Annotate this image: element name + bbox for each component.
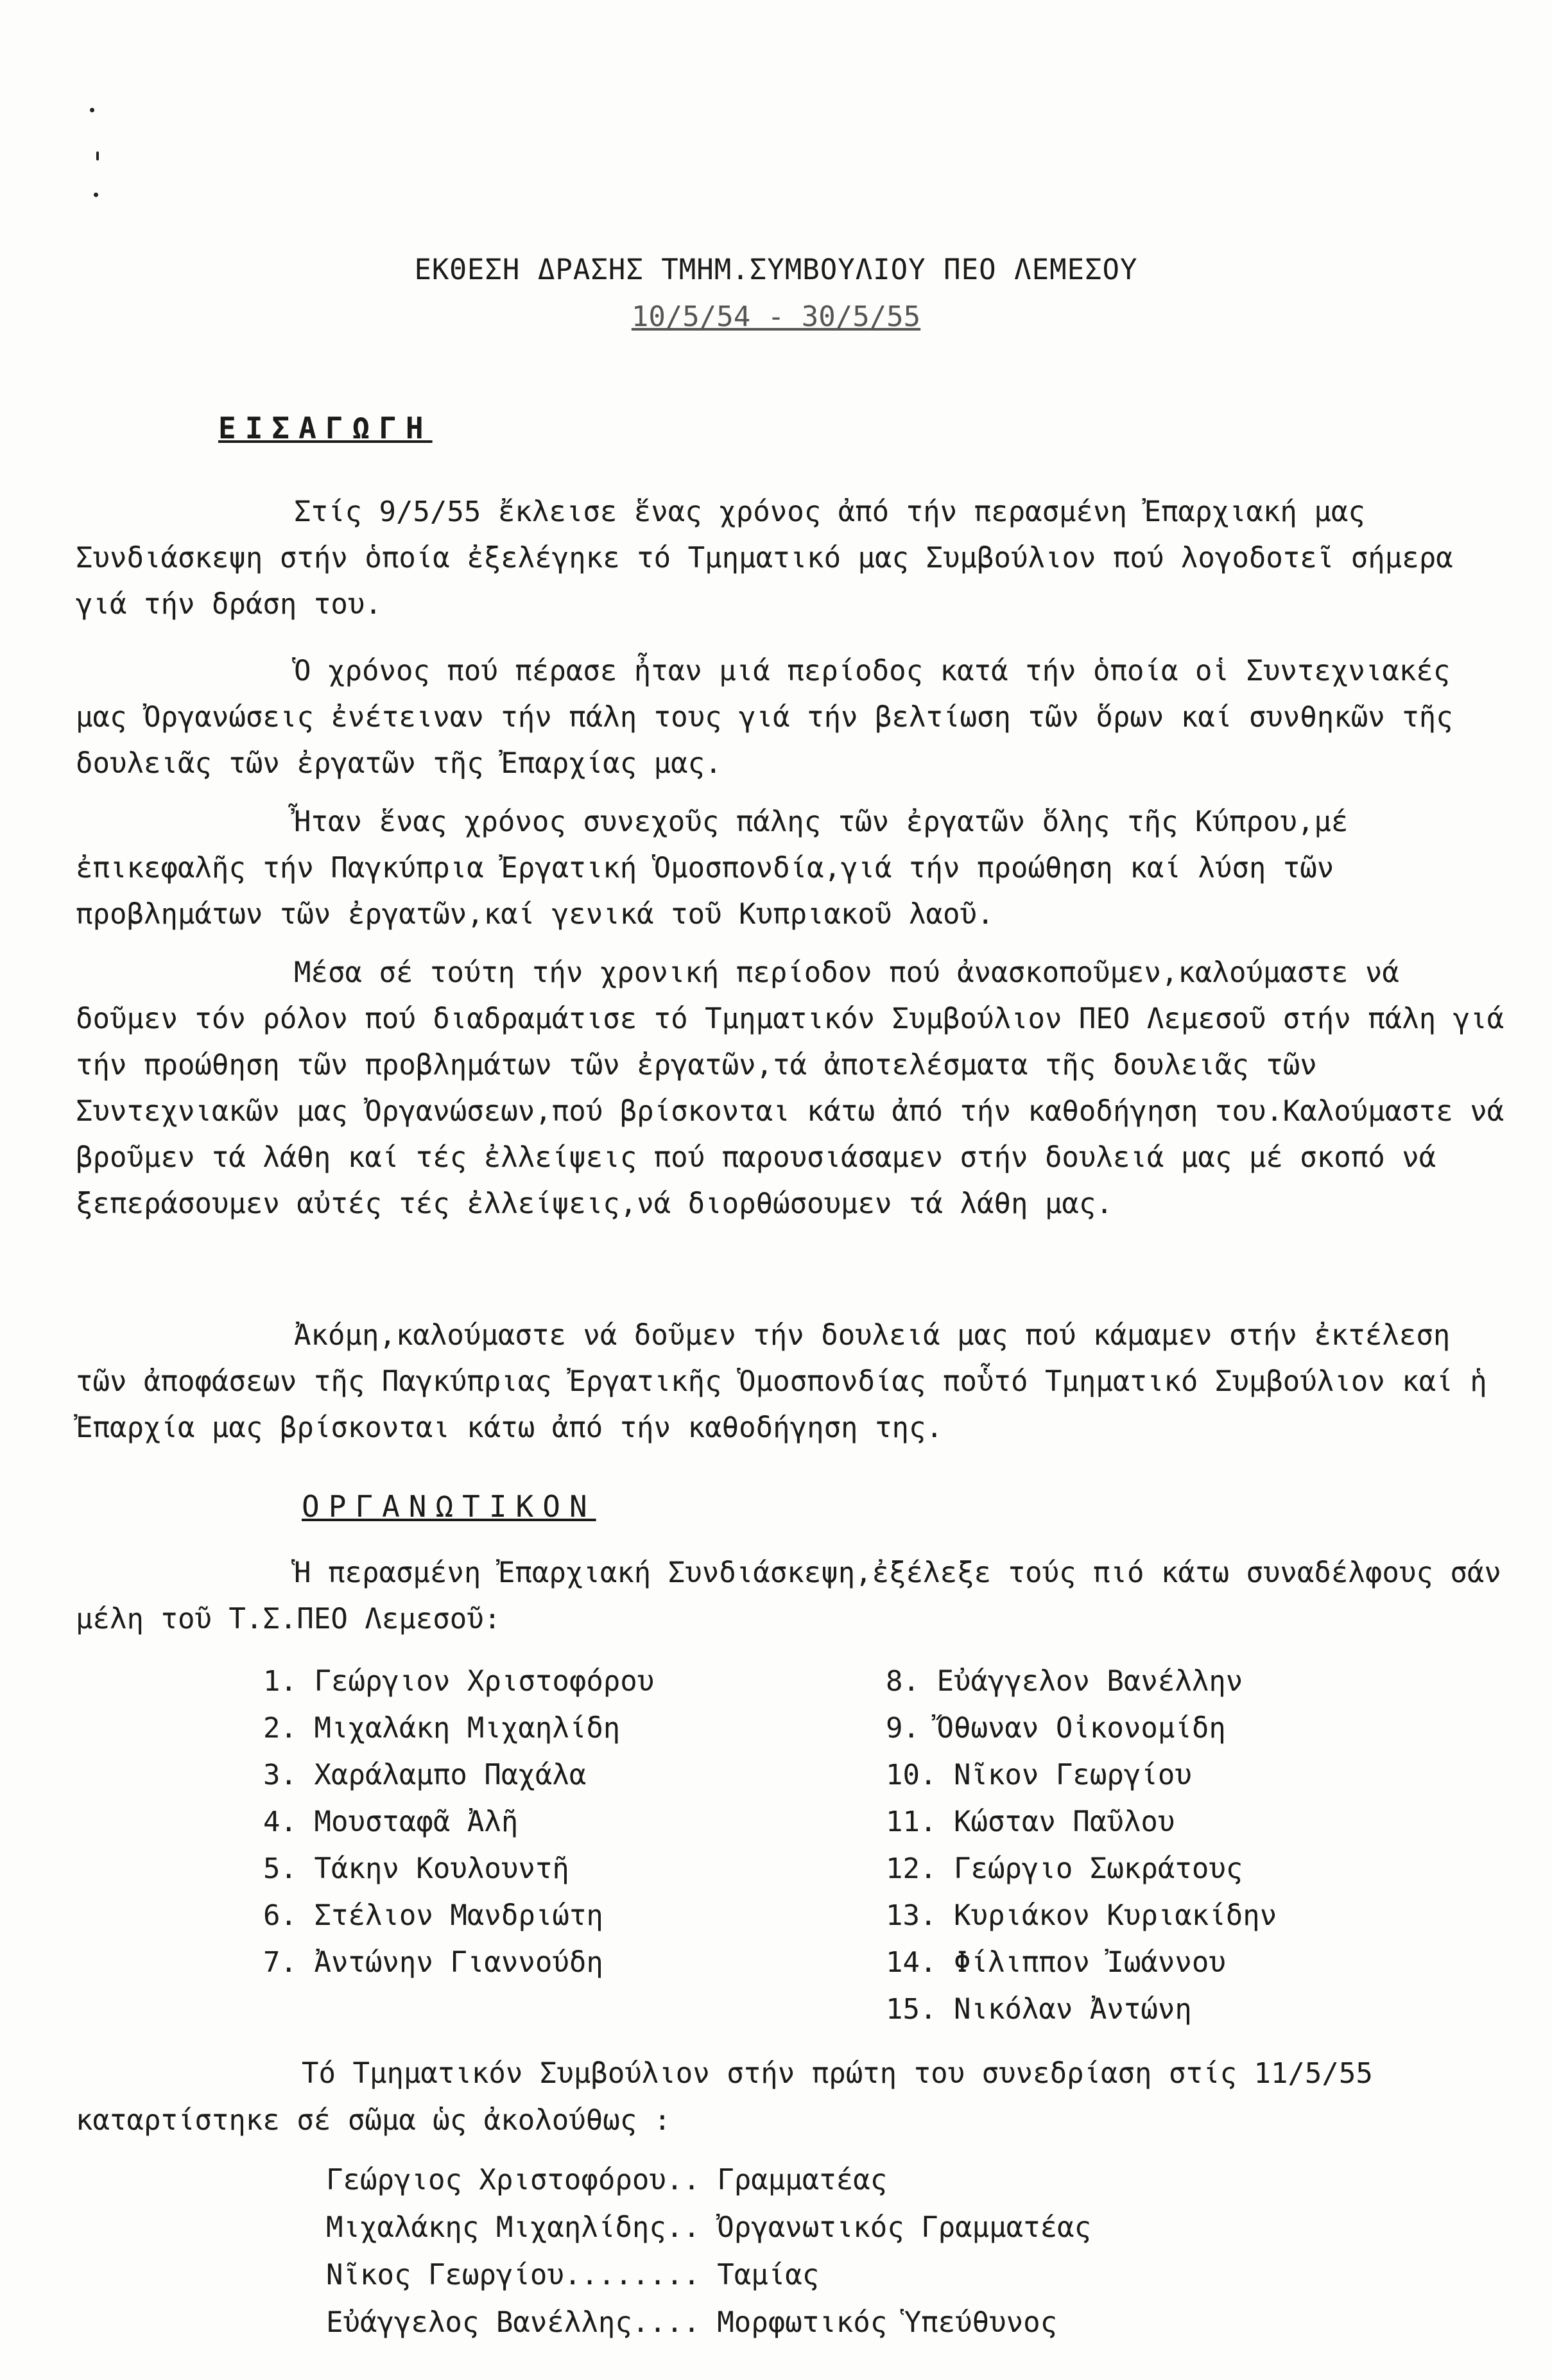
role-member-name: Εὐάγγελος Βανέλλης.... xyxy=(326,2306,700,2339)
organization-heading: ΟΡΓΑΝΩΤΙΚΟΝ xyxy=(302,1489,596,1524)
intro-heading: ΕΙΣΑΓΩΓΗ xyxy=(218,411,433,445)
role-row xyxy=(326,2204,1091,2252)
member-item: 7. Ἀντώνην Γιαννούδη xyxy=(263,1946,603,1979)
document-dates: 10/5/54 - 30/5/55 xyxy=(631,300,921,333)
member-item: 8. Εὐάγγελον Βανέλλην xyxy=(886,1665,1243,1698)
member-item: 14. Φίλιππον Ἰωάννου xyxy=(886,1946,1226,1979)
role-title: Μορφωτικός Ὑπεύθυνος xyxy=(717,2306,1058,2339)
document-title: ΕΚΘΕΣΗ ΔΡΑΣΗΣ ΤΜΗΜ.ΣΥΜΒΟΥΛΙΟΥ ΠΕΟ ΛΕΜΕΣΟΥ xyxy=(414,254,1138,286)
member-item: 10. Νῖκον Γεωργίου xyxy=(886,1759,1192,1791)
member-item: 3. Χαράλαμπο Παχάλα xyxy=(263,1759,587,1791)
organization-intro: Ἡ περασμένη Ἐπαρχιακή Συνδιάσκεψη,ἐξέλεξε τούς πιό κάτω συναδέλφους σάν μέλη τοῦ Τ.Σ.ΠΕΟ Λεμεσοῦ: xyxy=(76,1556,1501,1635)
intro-paragraph-2: Ὁ χρόνος πού πέρασε ἦταν μιά περίοδος κατά τήν ὁποία οἱ Συντεχνιακές μας Ὀργανώσεις ἐνέτειναν τήν πάλη τους γιά τήν βελτίωση τῶν ὅρων καί συνθηκῶν τῆς δουλειᾶς τῶν ἐργατῶν τῆς Ἐπαρχίας μας. xyxy=(76,655,1453,780)
member-item: 1. Γεώργιον Χριστοφόρου xyxy=(263,1665,655,1698)
intro-paragraph-3: Ἦταν ἕνας χρόνος συνεχοῦς πάλης τῶν ἐργατῶν ὅλης τῆς Κύπρου,μέ ἐπικεφαλῆς τήν Παγκύπρια Ἐργατική Ὁμοσπονδία,γιά τήν προώθηση καί λύση τῶν προβλημάτων τῶν ἐργατῶν,καί γενικά τοῦ Κυπριακοῦ λαοῦ. xyxy=(76,806,1349,931)
ink-speck xyxy=(96,151,99,160)
member-item: 15. Νικόλαν Ἀντώνη xyxy=(886,1993,1192,2026)
role-member-name: Νῖκος Γεωργίου........ xyxy=(326,2259,700,2291)
member-item: 4. Μουσταφᾶ Ἀλῆ xyxy=(263,1806,519,1838)
member-item: 12. Γεώργιο Σωκράτους xyxy=(886,1852,1243,1885)
role-row xyxy=(326,2252,1091,2299)
member-item: 2. Μιχαλάκη Μιχαηλίδη xyxy=(263,1712,621,1745)
ink-speck xyxy=(90,108,94,112)
role-row xyxy=(326,2299,1091,2347)
members-list-left xyxy=(263,1658,654,1986)
session-line-2: καταρτίστηκε σέ σῶμα ὡς ἀκολούθως : xyxy=(76,2104,671,2137)
role-member-name: Γεώργιος Χριστοφόρου.. xyxy=(326,2164,700,2196)
ink-speck xyxy=(94,193,98,197)
member-item: 5. Τάκην Κουλουντῆ xyxy=(263,1852,569,1885)
role-row xyxy=(326,2157,1091,2204)
session-line-1: Τό Τμηματικόν Συμβούλιον στήν πρώτη του συνεδρίαση στίς 11/5/55 xyxy=(302,2057,1373,2090)
role-title: Ταμίας xyxy=(717,2259,820,2291)
intro-paragraph-1: Στίς 9/5/55 ἔκλεισε ἕνας χρόνος ἀπό τήν περασμένη Ἐπαρχιακή μας Συνδιάσκεψη στήν ὁποία ἐξελέγηκε τό Τμηματικό μας Συμβούλιον πού λογοδοτεῖ σήμερα γιά τήν δράση του. xyxy=(76,496,1453,621)
member-item: 13. Κυριάκον Κυριακίδην xyxy=(886,1899,1277,1932)
member-item: 6. Στέλιον Μανδριώτη xyxy=(263,1899,603,1932)
role-title: Ὀργανωτικός Γραμματέας xyxy=(717,2211,1092,2244)
intro-paragraph-5: Ἀκόμη,καλούμαστε νά δοῦμεν τήν δουλειά μας πού κάμαμεν στήν ἐκτέλεση τῶν ἀποφάσεων τῆς Παγκύπριας Ἐργατικῆς Ὁμοσπονδίας ποὗτό Τμηματικό Συμβούλιον καί ἡ Ἐπαρχία μας βρίσκονται κάτω ἀπό τήν καθοδήγηση της. xyxy=(76,1319,1487,1444)
role-title: Γραμματέας xyxy=(717,2164,888,2196)
roles-list xyxy=(326,2157,1091,2347)
member-item: 11. Κώσταν Παῦλου xyxy=(886,1806,1175,1838)
intro-paragraph-4: Μέσα σέ τούτη τήν χρονική περίοδον πού ἀνασκοποῦμεν,καλούμαστε νά δοῦμεν τόν ρόλον πού διαδραμάτισε τό Τμηματικόν Συμβούλιον ΠΕΟ Λεμεσοῦ στήν πάλη γιά τήν προώθηση τῶν προβλημάτων τῶν ἐργατῶν,τά ἀποτελέσματα τῆς δουλειᾶς τῶν Συντεχνιακῶν μας Ὀργανώσεων,πού βρίσκονται κάτω ἀπό τήν καθοδήγηση του.Καλούμαστε νά βροῦμεν τά λάθη καί τές ἐλλείψεις πού παρουσιάσαμεν στήν δουλειά μας μέ σκοπό νά ξεπεράσουμεν αὐτές τές ἐλλείψεις,νά διορθώσουμεν τά λάθη μας. xyxy=(76,956,1505,1220)
member-item: 9. Ὄθωναν Οἰκονομίδη xyxy=(886,1712,1226,1745)
role-member-name: Μιχαλάκης Μιχαηλίδης.. xyxy=(326,2211,700,2244)
members-list-right xyxy=(886,1658,1277,2033)
